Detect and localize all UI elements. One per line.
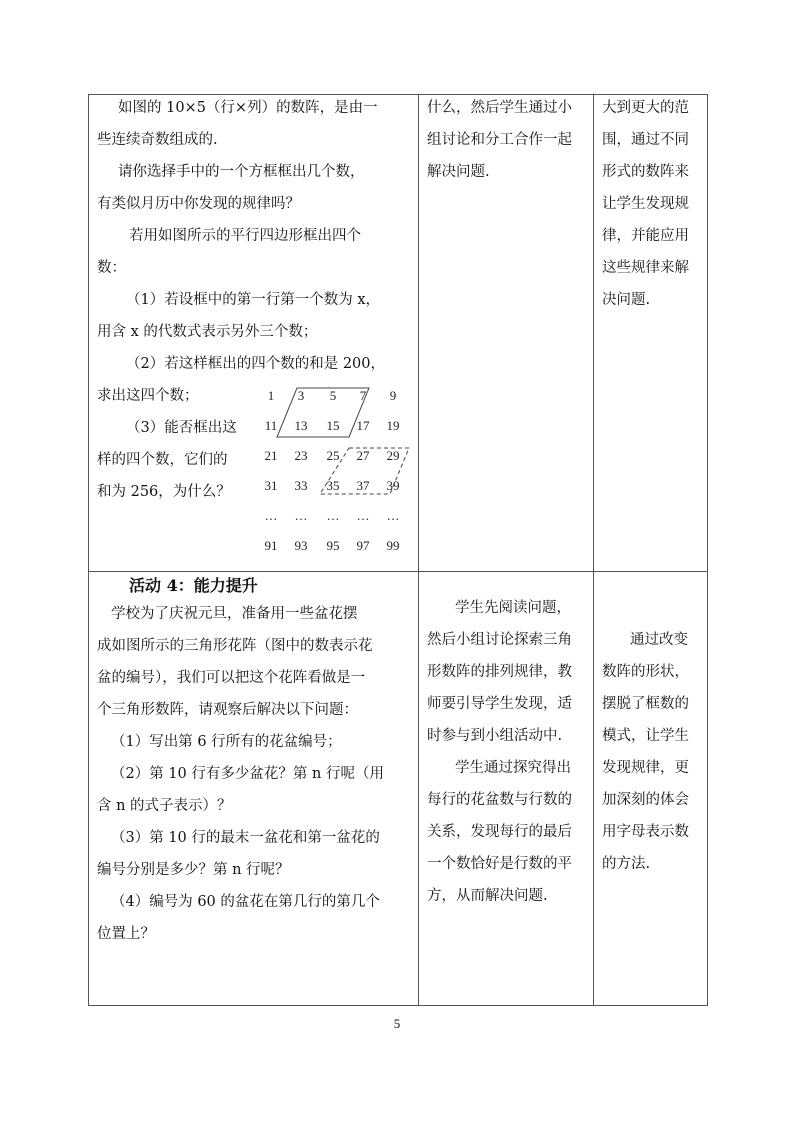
- design-intent-cell: [594, 95, 708, 572]
- grid-number: …: [264, 508, 278, 523]
- text-line: 一个数恰好是行数的平: [427, 856, 572, 872]
- text-line: 发现规律，更: [602, 760, 689, 776]
- text-line: 如图的 10×5（行×列）的数阵，是由一: [118, 100, 378, 116]
- text-line: 通过改变: [630, 632, 688, 648]
- text-line: 组讨论和分工合作一起: [427, 132, 572, 148]
- activity-content-cell: [89, 572, 419, 1006]
- text-line: 模式，让学生: [602, 728, 689, 744]
- grid-number: 11: [264, 418, 278, 433]
- text-line: 若用如图所示的平行四边形框出四个: [129, 228, 361, 244]
- grid-number: 39: [386, 478, 400, 493]
- grid-number: 95: [326, 538, 340, 553]
- grid-number: 91: [264, 538, 278, 553]
- table-row: [89, 572, 708, 1006]
- grid-number: 27: [356, 448, 370, 463]
- text-line: 的方法.: [602, 856, 651, 872]
- table-row: [89, 95, 708, 572]
- text-line: 然后小组讨论探索三角: [427, 632, 572, 648]
- text-line: 用字母表示数: [602, 824, 689, 840]
- activity-content-cell: [89, 95, 419, 572]
- text-line: 成如图所示的三角形花阵（图中的数表示花: [97, 638, 373, 654]
- text-line: 样的四个数，它们的: [97, 452, 228, 468]
- text-line: 盆的编号），我们可以把这个花阵看做是一: [97, 670, 366, 686]
- grid-number: 29: [386, 448, 400, 463]
- grid-number: 9: [389, 388, 397, 403]
- student-activity-cell: [419, 95, 594, 572]
- grid-number: 97: [356, 538, 370, 553]
- text-line: 和为 256，为什么？: [97, 484, 231, 500]
- text-line: 形数阵的排列规律，教: [427, 664, 572, 680]
- activity-heading: 活动 4：能力提升: [129, 576, 258, 595]
- text-line: （4）编号为 60 的盆花在第几行的第几个: [111, 894, 380, 910]
- text-line: 数阵的形状，: [602, 664, 689, 680]
- grid-number: …: [356, 508, 370, 523]
- grid-number: 19: [386, 418, 400, 433]
- text-line: 师要引导学生发现，适: [427, 696, 572, 712]
- text-line: 个三角形数阵，请观察后解决以下问题：: [97, 702, 358, 718]
- text-line: 位置上？: [97, 926, 155, 942]
- text-line: 有类似月历中你发现的规律吗？: [97, 196, 300, 212]
- text-line: 方，从而解决问题.: [427, 888, 548, 904]
- grid-number: 13: [294, 418, 308, 433]
- grid-number: 93: [294, 538, 308, 553]
- grid-number: 35: [326, 478, 340, 493]
- text-line: 关系，发现每行的最后: [427, 824, 572, 840]
- grid-number: 99: [386, 538, 400, 553]
- text-line: 每行的花盆数与行数的: [427, 792, 572, 808]
- text-line: 什么，然后学生通过小: [427, 100, 572, 116]
- text-line: 用含 x 的代数式表示另外三个数；: [97, 324, 318, 340]
- text-line: 围，通过不同: [602, 132, 689, 148]
- text-line: （3）第 10 行的最末一盆花和第一盆花的: [111, 830, 380, 846]
- grid-number: …: [294, 508, 308, 523]
- text-line: 让学生发现规: [602, 196, 689, 212]
- text-line: 加深刻的体会: [602, 792, 689, 808]
- text-line: 这些规律来解: [602, 260, 689, 276]
- grid-number: 37: [356, 478, 370, 493]
- page-number: 5: [393, 1016, 401, 1031]
- text-line: 含 n 的式子表示）？: [97, 798, 232, 814]
- text-line: 数：: [97, 260, 126, 276]
- text-line: 些连续奇数组成的.: [97, 132, 218, 148]
- grid-number: 17: [356, 418, 370, 433]
- student-activity-cell: [419, 572, 594, 1006]
- grid-number: 1: [267, 388, 275, 403]
- grid-number: 31: [264, 478, 278, 493]
- text-line: 学校为了庆祝元旦，准备用一些盆花摆: [111, 606, 358, 622]
- text-line: 律，并能应用: [602, 228, 689, 244]
- grid-number: 7: [359, 388, 367, 403]
- text-line: 学生通过探究得出: [455, 760, 571, 776]
- text-line: 决问题.: [602, 292, 651, 308]
- grid-number: …: [386, 508, 400, 523]
- text-line: 时参与到小组活动中.: [427, 728, 563, 744]
- parallelogram-frame-solid: [277, 388, 369, 437]
- text-line: 请你选择手中的一个方框框出几个数，: [118, 164, 365, 180]
- text-line: （2）若这样框出的四个数的和是 200，: [126, 356, 386, 372]
- text-line: 形式的数阵来: [602, 164, 689, 180]
- grid-number: …: [326, 508, 340, 523]
- grid-number: 25: [326, 448, 340, 463]
- text-line: 大到更大的范: [602, 100, 689, 116]
- text-line: （3）能否框出这: [126, 420, 237, 436]
- design-intent-cell: [594, 572, 708, 1006]
- grid-number: 5: [329, 388, 337, 403]
- text-line: 编号分别是多少？第 n 行呢？: [97, 862, 290, 878]
- text-line: （1）写出第 6 行所有的花盆编号；: [111, 734, 342, 750]
- grid-number: 3: [297, 388, 305, 403]
- grid-number: 21: [264, 448, 278, 463]
- text-line: 求出这四个数；: [97, 388, 199, 404]
- text-line: 摆脱了框数的: [602, 696, 689, 712]
- grid-number: 23: [294, 448, 308, 463]
- number-grid-figure: [257, 384, 417, 564]
- text-line: 解决问题.: [427, 164, 490, 180]
- text-line: 学生先阅读问题，: [455, 600, 571, 616]
- grid-number: 33: [294, 478, 308, 493]
- lesson-table: [88, 94, 708, 1006]
- text-line: （1）若设框中的第一行第一个数为 x，: [126, 292, 381, 308]
- grid-number: 15: [326, 418, 340, 433]
- text-line: （2）第 10 行有多少盆花？第 n 行呢（用: [111, 766, 384, 782]
